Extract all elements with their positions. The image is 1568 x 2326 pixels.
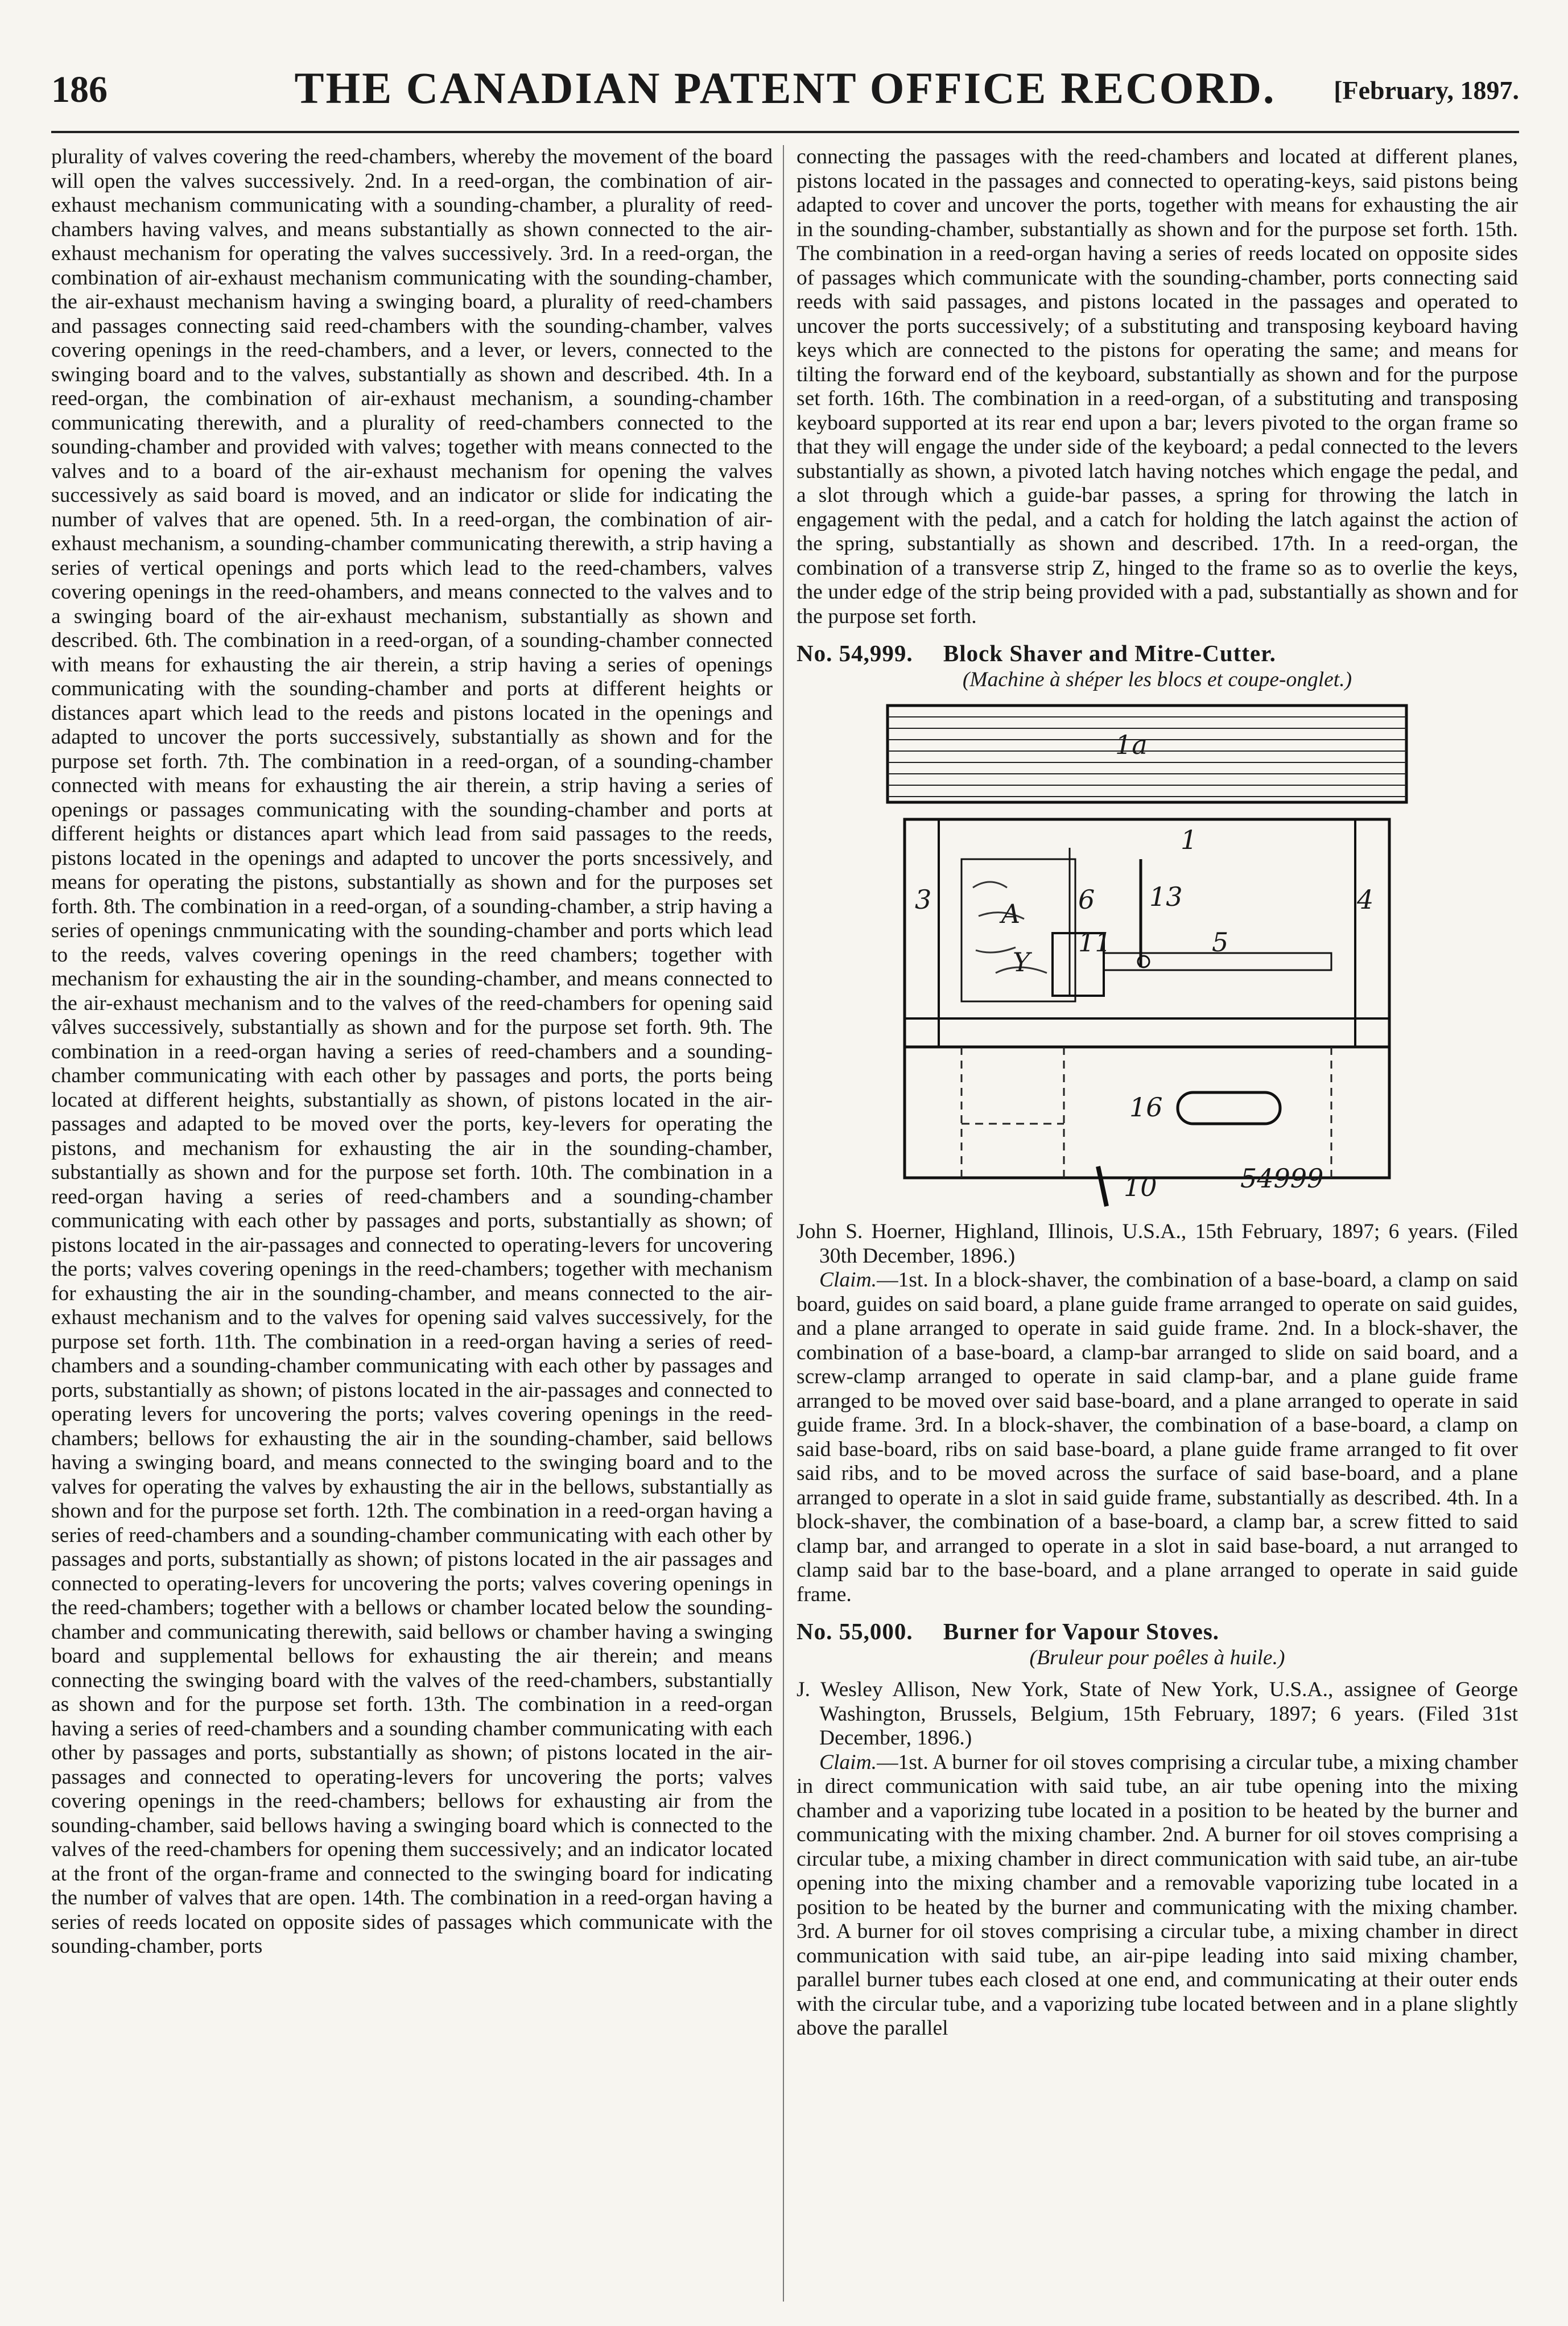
right-rail	[1355, 819, 1389, 1047]
patent-claims	[797, 1268, 1518, 1607]
patent-title: Block Shaver and Mitre-Cutter.	[943, 640, 1276, 666]
block-piece	[962, 859, 1075, 1001]
patent-inventor: J. Wesley Allison, New York, State of New York, U.S.A., assignee of George Washington, Brussels, Belgium, 15th February, 1897; 6 years. (Filed 31st December, 1896.)	[797, 1678, 1518, 1750]
claim-text: —1st. In a block-shaver, the combination of a base-board, a clamp on said board, guides on said board, a plane guide frame arranged to operate on said guides, and a plane arranged to operate in said guide frame. 2nd. In a block-shaver, the combination of a base-board, a clamp-bar arranged to slide on said board, and a screw-clamp arranged to operate in said clamp-bar, and a plane guide frame arranged to be moved over said base-board, and a plane arranged to operate in said guide frame. 3rd. In a block-shaver, the combination of a base-board, a clamp on said base-board, ribs on said base-board, a plane guide frame arranged to fit over said ribs, and to be moved across the surface of said base-board, and a plane arranged to operate in a slot in said guide frame, substantially as described. 4th. In a block-shaver, the combination of a base-board, a clamp bar, a screw fitted to said clamp bar, and arranged to operate in a slot in said base-board, a nut arranged to clamp said bar to the base-board, and a plane arranged to operate in said guide frame.	[797, 1268, 1518, 1606]
column-divider	[783, 145, 784, 2302]
patent-french-title: (Machine à shéper les blocs et coupe-onglet.)	[962, 667, 1352, 691]
left-column	[51, 145, 773, 2302]
patent-heading	[797, 1619, 1518, 1644]
left-rail	[905, 819, 939, 1047]
claim-text: —1st. A burner for oil stoves comprising a circular tube, a mixing chamber in direct communication with said tube, an air tube opening into the mixing chamber and a vaporizing tube located in a position to be heated by the burner and communicating with the mixing chamber. 2nd. A burner for oil stoves comprising a circular tube, a mixing chamber in direct communication with said tube, an air-tube opening into the mixing chamber and a removable vaporizing tube located in a position to be heated by the burner and communicating with the mixing chamber. 3rd. A burner for oil stoves comprising a circular tube, a mixing chamber in direct communication with said tube, an air-pipe leading into said mixing chamber, parallel burner tubes each closed at one end, and communicating at their outer ends with the circular tube, and a vaporizing tube located between and in a plane slightly above the parallel	[797, 1750, 1518, 2040]
page-number: 186	[51, 69, 108, 110]
figure-label: A	[1001, 898, 1021, 929]
guide-frame	[905, 819, 1389, 1047]
issue-date: [February, 1897.	[1334, 76, 1519, 105]
patent-french-title: (Bruleur pour poêles à huile.)	[1029, 1645, 1285, 1669]
patent-number: No. 54,999.	[797, 640, 913, 666]
patent-heading	[797, 641, 1518, 666]
page-header	[51, 63, 1519, 133]
patent-55000	[797, 1619, 1518, 2041]
right-column-continuation: connecting the passages with the reed-chambers and located at different planes, pistons located in the passages and connected to operating-keys, said pistons being adapted to cover and uncover the ports, together with means for exhausting the air in the sounding-chamber, substantially as shown and for the purpose set forth. 15th. The combination in a reed-organ having a series of reeds located on opposite sides of passages which communicate with the sounding-chamber, ports connecting said reeds with said passages, and pistons located in the passages and operated to uncover the ports successively; of a substituting and transposing keyboard having keys which are connected to the pistons for operating the same; and means for tilting the forward end of the keyboard, substantially as shown and for the purpose set forth. 16th. The combination in a reed-organ, of a substituting and transposing keyboard supported at its rear end upon a bar; levers pivoted to the organ frame so that they will engage the under side of the keyboard; a pedal connected to the levers substantially as shown, a pivoted latch having notches which engage the pedal, and a slot through which a guide-bar passes, a spring for throwing the latch in engagement with the pedal, and a catch for holding the latch against the action of the spring, substantially as shown and described. 17th. In a reed-organ, the combination of a transverse strip Z, hinged to the frame so as to overlie the keys, the under edge of the strip being provided with a pad, substantially as shown and for the purpose set forth.	[797, 145, 1518, 628]
patent-figure	[882, 700, 1412, 1212]
figure-label: 13	[1149, 881, 1183, 912]
journal-title: THE CANADIAN PATENT OFFICE RECORD.	[294, 63, 1276, 113]
patent-54999	[797, 641, 1518, 1607]
figure-label: 4	[1357, 884, 1374, 915]
slot-16	[1178, 1092, 1280, 1124]
figure-label: 10	[1124, 1172, 1157, 1202]
patent-number: No. 55,000.	[797, 1618, 913, 1644]
figure-label: 16	[1129, 1092, 1163, 1123]
figure-label: 3	[915, 884, 932, 915]
left-column-text: plurality of valves covering the reed-chambers, whereby the movement of the board will open the valves successively. 2nd. In a reed-organ, the combination of air-exhaust mechanism communicating with a sounding-chamber, a plurality of reed-chambers having valves, and means substantially as shown connected to the air-exhaust mechanism for operating the valves successively. 3rd. In a reed-organ, the combination of air-exhaust mechanism communicating with the sounding-chamber, the air-exhaust mechanism having a swinging board, a plurality of reed-chambers and passages connecting said reed-chambers with the sounding-chamber, valves covering openings in the reed-chambers, and a lever, or levers, connected to the swinging board and to the valves, substantially as shown and described. 4th. In a reed-organ, the combination of air-exhaust mechanism, a sounding-chamber communicating therewith, and a plurality of reed-chambers connected to the sounding-chamber and provided with valves; together with means connected to the valves and to a board of the air-exhaust mechanism for opening the valves successively as said board is moved, and an indicator or slide for indicating the number of valves that are opened. 5th. In a reed-organ, the combination of air-exhaust mechanism, a sounding-chamber communicating therewith, a strip having a series of vertical openings and ports which lead to the reed-chambers, valves covering openings in the reed-ohambers, and means connected to the valves and to a swinging board of the air-exhaust mechanism, substantially as shown and described. 6th. The combination in a reed-organ, of a sounding-chamber connected with means for exhausting the air therein, a strip having a series of openings communicating with the sounding-chamber and ports at different heights or distances apart which lead to the reeds and pistons located in the openings and adapted to uncover the ports successively, substantially as shown and for the purpose set forth. 7th. The combination in a reed-organ, of a sounding-chamber connected with means for exhausting the air therein, a strip having a series of openings or passages communicating with the sounding-chamber and ports at different heights or distances apart which lead from said passages to the reeds, pistons located in the openings and adapted to uncover the ports sncessively, and means for operating the pistons, substantially as shown and for the purposes set forth. 8th. The combination in a reed-organ, of a sounding-chamber, a strip having a series of openings cnmmunicating with the sounding-chamber and ports which lead to the reeds, valves covering openings in the reed chambers; together with mechanism for exhausting the air in the sounding-chamber, and means connected to the air-exhaust mechanism and to the valves of the reed-chambers for opening said vâlves successively, substantially as shown and for the purpose set forth. 9th. The combination in a reed-organ having a series of reed-chambers and a sounding-chamber communicating with each other by passages and ports, the ports being located at different heights, substantially as shown, of pistons located in the air-passages and adapted to be moved over the ports, key-levers for operating the pistons, and mechanism for exhausting the air in the sounding-chamber, substantially as shown and for the purpose set forth. 10th. The combination in a reed-organ having a series of reed-chambers and a sounding-chamber communicating with each other by passages and ports, substantially as shown; of pistons located in the air-passages and connected to operating-levers for uncovering the ports; valves covering openings in the reed-chambers; together with mechanism for exhausting the air in the sounding-chamber, and means connected to the air-exhaust mechanism and to the valves for opening said valves successively, for the purpose set forth. 11th. The combination in a reed-organ having a series of reed-chambers and a sounding-chamber communicating with each other by passages and ports, substantially as shown; of pistons located in the air-passages and connected to operating levers for uncovering the ports; valves covering openings in the reed-chambers; bellows for exhausting the air in the sounding-chamber, said bellows having a swinging board, and means connected to the swinging board and to the valves for operating the valves by exhausting the air in the bellows, substantially as shown and for the purpose set forth. 12th. The combination in a reed-organ having a series of reed-chambers and a sounding-chamber communicating with each other by passages and ports, substantially as shown; of pistons located in the air passages and connected to operating-levers for uncovering the ports; valves covering openings in the reed-chambers; together with a bellows or chamber located below the sounding-chamber and communicating therewith, said bellows or chamber having a swinging board and supplemental bellows for exhausting the air therein; and means connecting the swinging board with the valves of the reed-chambers, substantially as shown and for the purpose set forth. 13th. The combination in a reed-organ having a series of reed-chambers and a sounding chamber communicating with each other by passages and ports, substantially as shown; of pistons located in the air-passages and connected to operating-levers for uncovering the ports; valves covering openings in the reed-chambers; bellows for exhausting air from the sounding-chamber, said bellows having a swinging board which is connected to the valves of the reed-chambers for opening them successively; and an indicator located at the front of the organ-frame and connected to the swinging board for indicating the number of valves that are open. 14th. The combination in a reed-organ having a series of reeds located on opposite sides of passages which communicate with the sounding-chamber, ports	[51, 145, 773, 1958]
patent-inventor: John S. Hoerner, Highland, Illinois, U.S.A., 15th February, 1897; 6 years. (Filed 30th December, 1896.)	[797, 1220, 1518, 1268]
block-shaver-drawing	[882, 700, 1412, 1212]
claim-label: Claim.	[819, 1750, 877, 1774]
figure-label: 6	[1078, 884, 1095, 915]
screw-10	[1098, 1166, 1107, 1206]
claim-label: Claim.	[819, 1268, 877, 1292]
figure-label: 1	[1181, 824, 1198, 855]
figure-label: 11	[1078, 927, 1112, 958]
patent-title: Burner for Vapour Stoves.	[943, 1618, 1220, 1644]
patent-claims	[797, 1751, 1518, 2041]
figure-label: 1a	[1115, 729, 1148, 760]
right-column	[797, 145, 1518, 2302]
figure-label: Y	[1013, 947, 1030, 978]
figure-label: 54999	[1240, 1163, 1324, 1194]
figure-label: 5	[1212, 927, 1229, 958]
